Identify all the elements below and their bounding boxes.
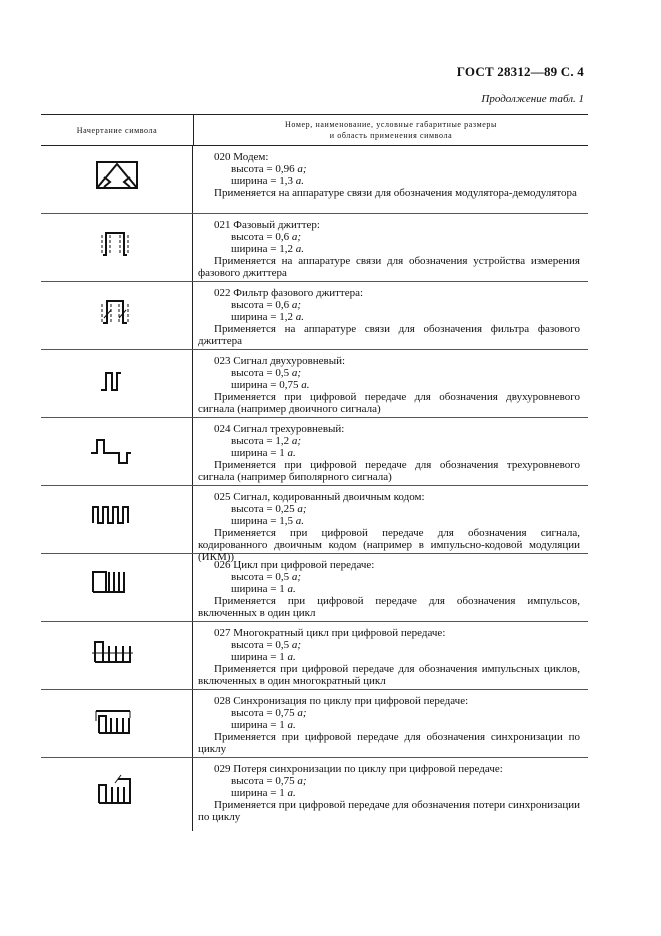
- entry-width: ширина = 0,75 a.: [231, 379, 310, 391]
- table-row: [41, 214, 588, 282]
- table-row: [41, 690, 588, 758]
- description-cell: [193, 486, 588, 563]
- multiframe-icon: [41, 622, 193, 690]
- symbol-cell: [41, 350, 193, 417]
- table-row: [41, 622, 588, 690]
- table-continuation-note: Продолжение табл. 1: [481, 93, 584, 105]
- symbol-cell: [41, 146, 193, 213]
- description-cell: [193, 282, 588, 349]
- entry-usage: Применяется при цифровой передаче для обозначения синхронизации по циклу: [198, 731, 580, 755]
- entry-title: 027 Многократный цикл при цифровой передаче:: [214, 627, 446, 639]
- entry-height: высота = 0,5 a;: [231, 639, 302, 651]
- entry-usage: Применяется на аппаратуре связи для обозначения устройства измерения фазового джиттера: [198, 255, 580, 279]
- entry-height: высота = 0,6 a;: [231, 231, 302, 243]
- entry-width: ширина = 1 a.: [231, 719, 296, 731]
- entry-usage: Применяется при цифровой передаче для обозначения сигнала, кодированного двоичным кодом (например в импульсно-кодовой модуляции (ИКМ)): [198, 527, 580, 563]
- entry-title: 023 Сигнал двухуровневый:: [214, 355, 346, 367]
- symbol-cell: [41, 418, 193, 485]
- three-level-signal-icon: [41, 418, 193, 486]
- binary-coded-signal-icon: [41, 486, 193, 554]
- table-row: [41, 486, 588, 563]
- two-level-signal-icon: [41, 350, 193, 418]
- description-cell: [193, 146, 588, 213]
- entry-width: ширина = 1,2 a.: [231, 243, 304, 255]
- entry-width: ширина = 1 a.: [231, 651, 296, 663]
- entry-height: высота = 0,75 a;: [231, 707, 307, 719]
- description-cell: [193, 622, 588, 689]
- entry-height: высота = 0,6 a;: [231, 299, 302, 311]
- description-cell: [193, 554, 588, 621]
- frame-icon: [41, 554, 193, 622]
- entry-height: высота = 0,5 a;: [231, 571, 302, 583]
- table-header-row: [41, 114, 588, 146]
- table-row: [41, 418, 588, 486]
- entry-title: 028 Синхронизация по циклу при цифровой передаче:: [214, 695, 469, 707]
- table-row: [41, 350, 588, 418]
- entry-width: ширина = 1,5 a.: [231, 515, 304, 527]
- symbol-cell: [41, 758, 193, 831]
- entry-title: 025 Сигнал, кодированный двоичным кодом:: [214, 491, 425, 503]
- frame-sync-loss-icon: [41, 758, 193, 831]
- symbol-cell: [41, 214, 193, 281]
- symbol-cell: [41, 554, 193, 621]
- entry-usage: Применяется на аппаратуре связи для обозначения модулятора-демодулятора: [214, 187, 577, 199]
- entry-usage: Применяется при цифровой передаче для обозначения потери синхронизации по циклу: [198, 799, 580, 823]
- entry-title: 020 Модем:: [214, 151, 269, 163]
- table-row: [41, 282, 588, 350]
- description-cell: [193, 350, 588, 417]
- symbols-table: [41, 114, 588, 831]
- entry-height: высота = 0,75 a;: [231, 775, 307, 787]
- modem-icon: [41, 146, 193, 214]
- column-header-description-line1: Номер, наименование, условные габаритные размеры: [285, 120, 497, 129]
- entry-usage: Применяется при цифровой передаче для обозначения двухуровневого сигнала (например двоичного сигнала): [198, 391, 580, 415]
- entry-width: ширина = 1 a.: [231, 447, 296, 459]
- entry-width: ширина = 1,2 a.: [231, 311, 304, 323]
- entry-height: высота = 1,2 a;: [231, 435, 302, 447]
- entry-title: 026 Цикл при цифровой передаче:: [214, 559, 375, 571]
- entry-usage: Применяется при цифровой передаче для обозначения импульсных циклов, включенных в один многократный цикл: [198, 663, 580, 687]
- entry-width: ширина = 1 a.: [231, 787, 296, 799]
- symbol-cell: [41, 486, 193, 553]
- symbol-cell: [41, 622, 193, 689]
- entry-title: 022 Фильтр фазового джиттера:: [214, 287, 364, 299]
- table-row: [41, 554, 588, 622]
- column-header-symbol: Начертание символа: [41, 115, 194, 145]
- frame-sync-icon: [41, 690, 193, 758]
- entry-height: высота = 0,25 a;: [231, 503, 307, 515]
- phase-jitter-icon: [41, 214, 193, 282]
- entry-height: высота = 0,96 a;: [231, 163, 307, 175]
- entry-width: ширина = 1 a.: [231, 583, 296, 595]
- page-header: ГОСТ 28312—89 С. 4: [456, 64, 584, 79]
- entry-width: ширина = 1,3 a.: [231, 175, 304, 187]
- table-row: [41, 146, 588, 214]
- description-cell: [193, 690, 588, 757]
- phase-jitter-filter-icon: [41, 282, 193, 350]
- entry-usage: Применяется при цифровой передаче для обозначения импульсов, включенных в один цикл: [198, 595, 580, 619]
- column-header-description-line2: и область применения символа: [329, 131, 453, 140]
- entry-title: 024 Сигнал трехуровневый:: [214, 423, 345, 435]
- entry-title: 029 Потеря синхронизации по циклу при цифровой передаче:: [214, 763, 503, 775]
- column-header-description: [194, 115, 588, 145]
- symbol-cell: [41, 282, 193, 349]
- description-cell: [193, 418, 588, 485]
- entry-title: 021 Фазовый джиттер:: [214, 219, 320, 231]
- symbol-cell: [41, 690, 193, 757]
- description-cell: [193, 214, 588, 281]
- description-cell: [193, 758, 588, 831]
- entry-height: высота = 0,5 a;: [231, 367, 302, 379]
- entry-usage: Применяется при цифровой передаче для обозначения трехуровневого сигнала (например биполярного сигнала): [198, 459, 580, 483]
- table-row: [41, 758, 588, 831]
- entry-usage: Применяется на аппаратуре связи для обозначения фильтра фазового джиттера: [198, 323, 580, 347]
